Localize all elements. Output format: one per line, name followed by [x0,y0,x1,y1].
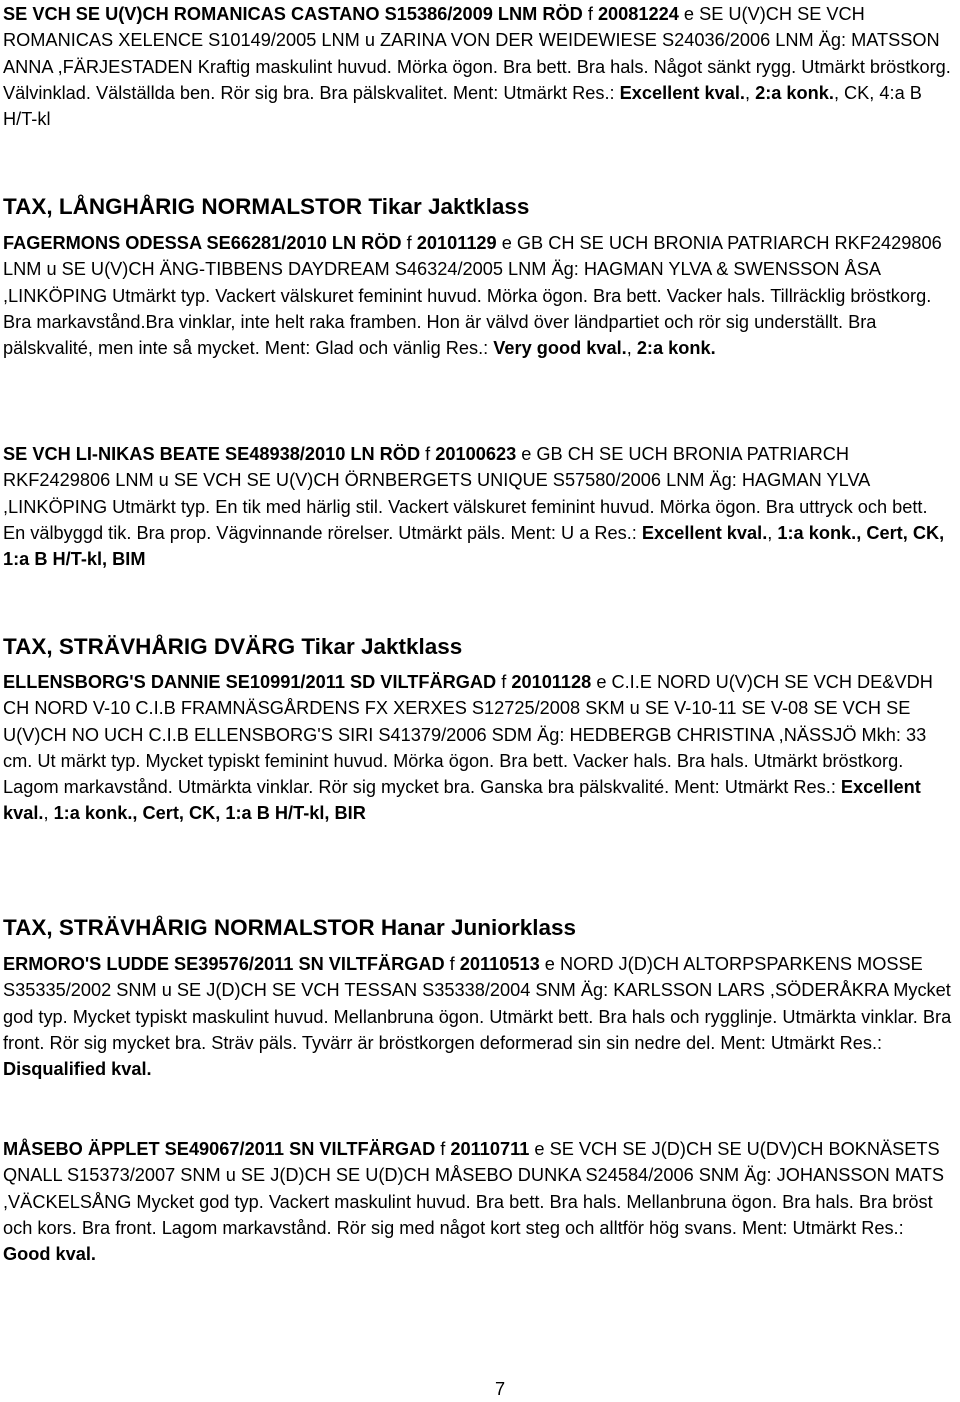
entry-text: f [401,233,417,253]
result-entry-castano [3,1,953,132]
entry-bold-text: Disqualified kval. [3,1059,152,1080]
entry-text: e GB CH SE UCH BRONIA PATRIARCH RKF2429806 LNM u SE VCH SE U(V)CH ÖRNBERGETS UNIQUE S57580/2006 LNM Äg: HAGMAN YLVA ,LINKÖPING Utmärkt typ. En tik med härlig stil. Vackert välskuret feminint huvud. Mörka ögon. Bra uttryck och bett. En välbyggd tik. Bra prop. Vägvinnande rörelser. Utmärkt päls. Ment: U a Res.: [3,444,928,543]
entry-bold-text: Very good kval. [493,338,627,359]
class-heading-langharig-normalstor-tikar: TAX, LÅNGHÅRIG NORMALSTOR Tikar Jaktklass [3,194,530,219]
entry-bold-text: 1:a konk. [53,803,133,824]
result-entry-beate [3,441,953,572]
entry-text: , [43,803,54,824]
entry-text: e GB CH SE UCH BRONIA PATRIARCH RKF2429806 LNM u SE U(V)CH ÄNG-TIBBENS DAYDREAM S46324/2005 LNM Äg: HAGMAN YLVA & SWENSSON ÅSA ,LINKÖPING Utmärkt typ. Vackert välskuret feminint huvud. Mörka ögon. Bra bett. Vacker hals. Tillräcklig bröstkorg. Bra markavstånd.Bra vinklar, inte helt raka framben. Hon är välvd över ländpartiet och rör sig underställt. Bra pälskvalité, men inte så mycket. Ment: Glad och vänlig Res.: [3,233,942,359]
entry-bold-text: ELLENSBORG'S DANNIE SE10991/2011 SD VILTFÄRGAD [3,672,497,692]
entry-bold-text: SE VCH LI-NIKAS BEATE SE48938/2010 LN RÖD [3,444,421,464]
entry-text: e SE U(V)CH SE VCH ROMANICAS XELENCE S10149/2005 LNM u ZARINA VON DER WEIDEWIESE S24036/2006 LNM Äg: MATSSON ANNA ,FÄRJESTADEN Kraftig maskulint huvud. Mörka ögon. Bra bett. Bra hals. Något sänkt rygg. Utmärkt bröstkorg. Välvinklad. Välställda ben. Rör sig bra. Bra pälskvalitet. Ment: Utmärkt Res.: [3,4,951,103]
entry-bold-text: ERMORO'S LUDDE SE39576/2011 SN VILTFÄRGAD [3,954,445,974]
entry-bold-text: Excellent kval. [3,777,921,824]
entry-bold-text: 20110513 [459,954,540,974]
class-heading-stravharig-dvarg-tikar: TAX, STRÄVHÅRIG DVÄRG Tikar Jaktklass [3,634,463,659]
entry-text: , [767,522,778,543]
entry-bold-text: MÅSEBO ÄPPLET SE49067/2011 SN VILTFÄRGAD [3,1139,436,1159]
result-entry-ludde [3,951,953,1082]
entry-text: , [626,338,637,359]
entry-text: , [744,82,756,103]
result-entry-dannie [3,669,953,827]
entry-bold-text: , Cert, CK, 1:a B H/T-kl, BIM [3,522,945,570]
entry-bold-text: 1:a konk. [777,522,857,543]
class-heading-stravharig-normalstor-hanar: TAX, STRÄVHÅRIG NORMALSTOR Hanar Juniorklass [3,915,577,940]
result-entry-applet [3,1136,953,1267]
entry-text: e C.I.E NORD U(V)CH SE VCH DE&VDH CH NORD V-10 C.I.B FRAMNÄSGÅRDENS FX XERXES S12725/2008 SKM u SE V-10-11 SE V-08 SE VCH SE U(V)CH NO UCH C.I.B ELLENSBORG'S SIRI S41379/2006 SDM Äg: HEDBERGB CHRISTINA ,NÄSSJÖ Mkh: 33 cm. Ut märkt typ. Mycket typiskt feminint huvud. Mörka ögon. Bra bett. Vacker hals. Bra hals. Utmärkt bröstkorg. Lagom markavstånd. Utmärkta vinklar. Rör sig mycket bra. Ganska bra pälskvalité. Ment: Utmärkt Res.: [3,672,933,798]
page-number: 7 [494,1379,506,1399]
entry-text: f [435,1139,451,1159]
entry-bold-text: SE VCH SE U(V)CH ROMANICAS CASTANO S15386/2009 LNM RÖD [3,4,583,24]
entry-bold-text: FAGERMONS ODESSA SE66281/2010 LN RÖD [3,233,402,253]
entry-bold-text: Excellent kval. [641,522,768,543]
entry-bold-text: 20101129 [416,233,497,253]
entry-bold-text: 20110711 [450,1139,530,1159]
entry-text: e NORD J(D)CH ALTORPSPARKENS MOSSE S35335/2002 SNM u SE J(D)CH SE VCH TESSAN S35338/2004 SNM Äg: KARLSSON LARS ,SÖDERÅKRA Mycket god typ. Mycket typiskt maskulint huvud. Mellanbruna ögon. Utmärkt bett. Bra hals och rygglinje. Utmärkta vinklar. Bra front. Rör sig mycket bra. Sträv päls. Tyvärr är bröstkorgen deformerad sin sin nedre del. Ment: Utmärkt Res.: [3,954,952,1053]
entry-bold-text: 20100623 [435,444,517,464]
entry-bold-text: Good kval. [3,1244,96,1265]
entry-bold-text: 2:a konk. [636,338,716,359]
entry-text: , CK, 4:a B H/T-kl [3,82,922,130]
entry-bold-text: Excellent kval. [619,82,745,103]
entry-text: f [444,954,460,974]
entry-text: f [420,444,436,464]
result-entry-odessa [3,230,953,361]
entry-bold-text: , Cert, CK, 1:a B H/T-kl, BIR [132,803,366,824]
entry-bold-text: 20101128 [511,672,592,692]
entry-text: f [582,4,598,24]
entry-text: f [496,672,512,692]
entry-text: e SE VCH SE J(D)CH SE U(DV)CH BOKNÄSETS QNALL S15373/2007 SNM u SE J(D)CH SE U(D)CH MÅSEBO DUNKA S24584/2006 SNM Äg: JOHANSSON MATS ,VÄCKELSÅNG Mycket god typ. Vackert maskulint huvud. Bra bett. Bra hals. Mellanbruna ögon. Bra hals. Bra bröst och kors. Bra front. Lagom markavstånd. Rör sig med något kort steg och alltför hög svans. Ment: Utmärkt Res.: [3,1139,945,1238]
entry-bold-text: 20081224 [597,4,679,24]
entry-bold-text: 2:a konk. [755,82,834,103]
